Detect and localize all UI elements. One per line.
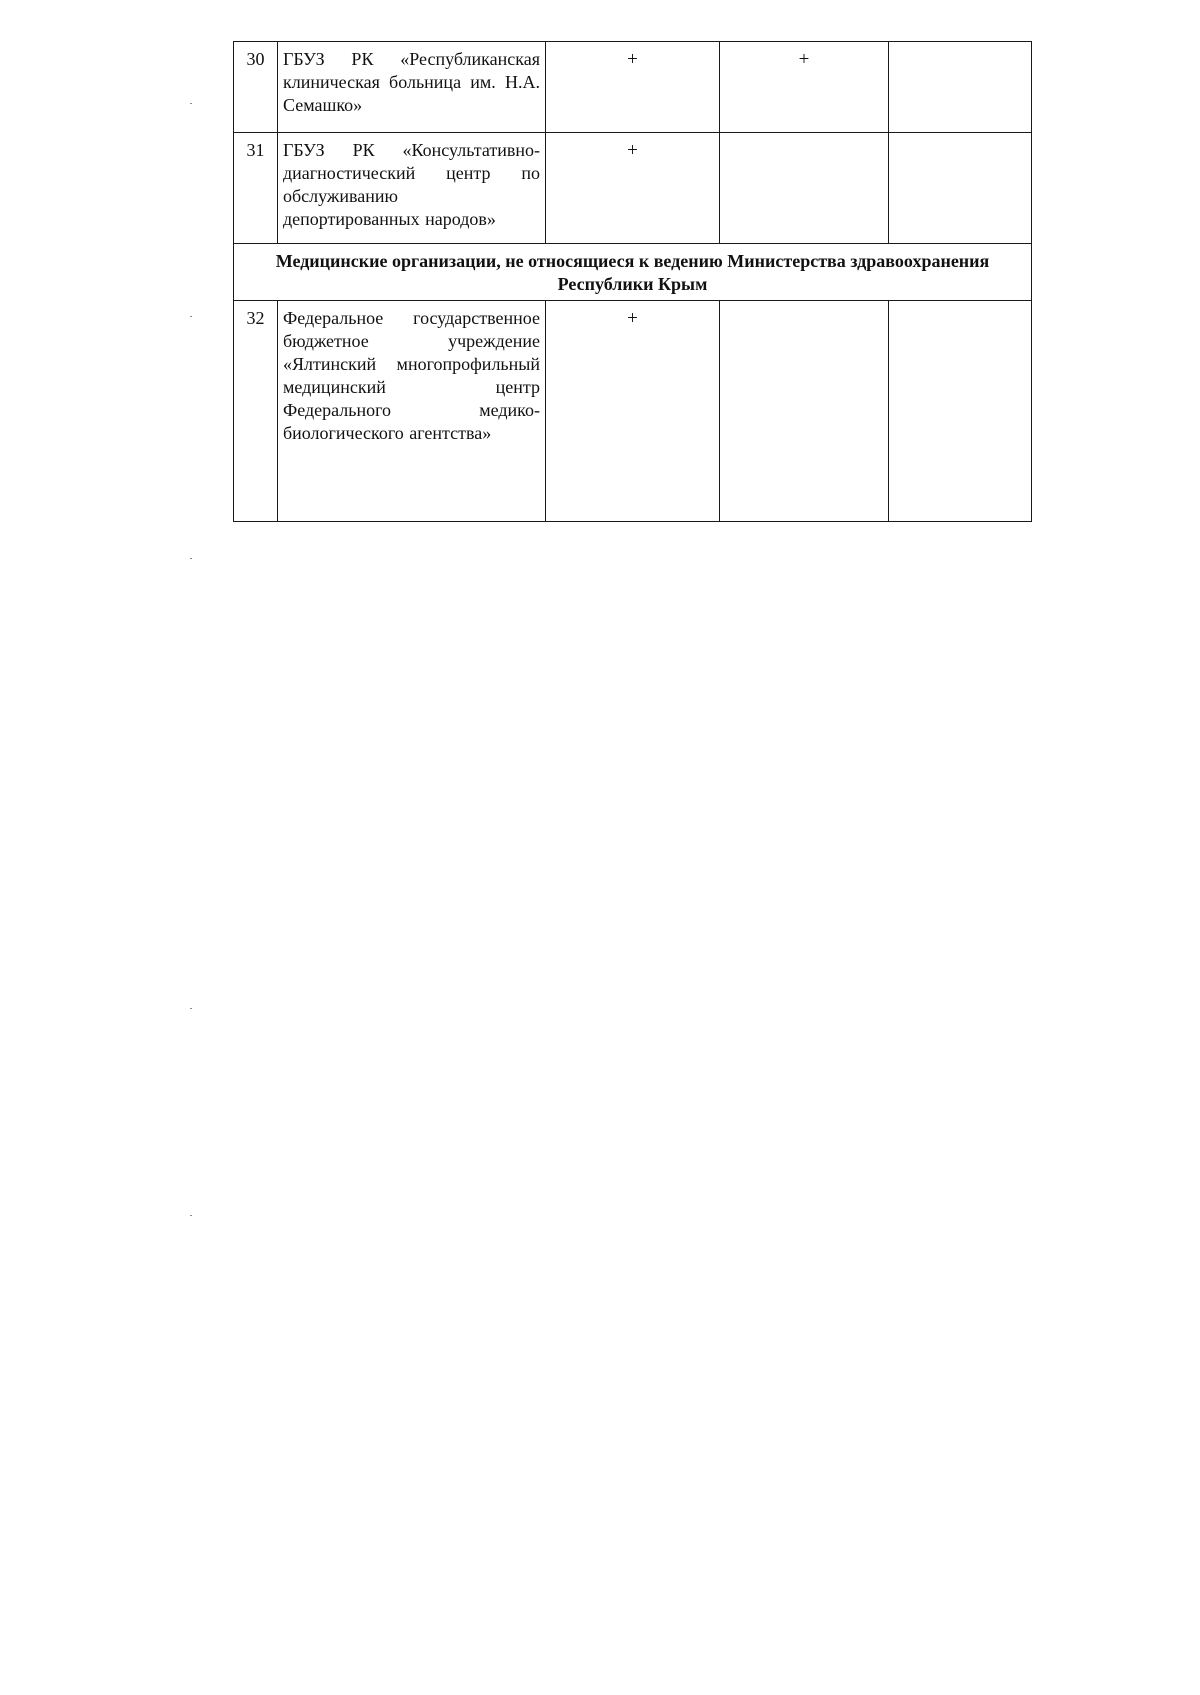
margin-scan-mark	[190, 316, 192, 317]
mark-cell-b	[720, 133, 889, 244]
mark-cell-a: +	[546, 133, 720, 244]
margin-scan-mark	[190, 1008, 192, 1009]
table-row	[234, 42, 1032, 133]
table-row	[234, 133, 1032, 244]
mark-cell-b	[720, 301, 889, 522]
mark-cell-c	[889, 133, 1032, 244]
row-number: 32	[234, 301, 278, 522]
row-number: 31	[234, 133, 278, 244]
mark-cell-b: +	[720, 42, 889, 133]
mark-cell-a: +	[546, 301, 720, 522]
table-row	[234, 301, 1032, 522]
section-heading-row	[234, 244, 1032, 301]
organization-name: Федеральное государственное бюджетное учреждение «Ялтинский многопрофильный медицинский центр Федерального медико-биологического агентства»	[278, 301, 546, 522]
mark-cell-a: +	[546, 42, 720, 133]
organizations-table	[233, 41, 1032, 522]
organization-name: ГБУЗ РК «Республиканская клиническая больница им. Н.А. Семашко»	[278, 42, 546, 133]
margin-scan-mark	[190, 1215, 192, 1216]
margin-scan-mark	[190, 558, 192, 559]
organization-name: ГБУЗ РК «Консультативно-диагностический центр по обслуживанию депортированных народов»	[278, 133, 546, 244]
section-heading: Медицинские организации, не относящиеся к ведению Министерства здравоохранения Республики Крым	[234, 244, 1032, 301]
mark-cell-c	[889, 301, 1032, 522]
mark-cell-c	[889, 42, 1032, 133]
margin-scan-mark	[190, 103, 192, 104]
row-number: 30	[234, 42, 278, 133]
